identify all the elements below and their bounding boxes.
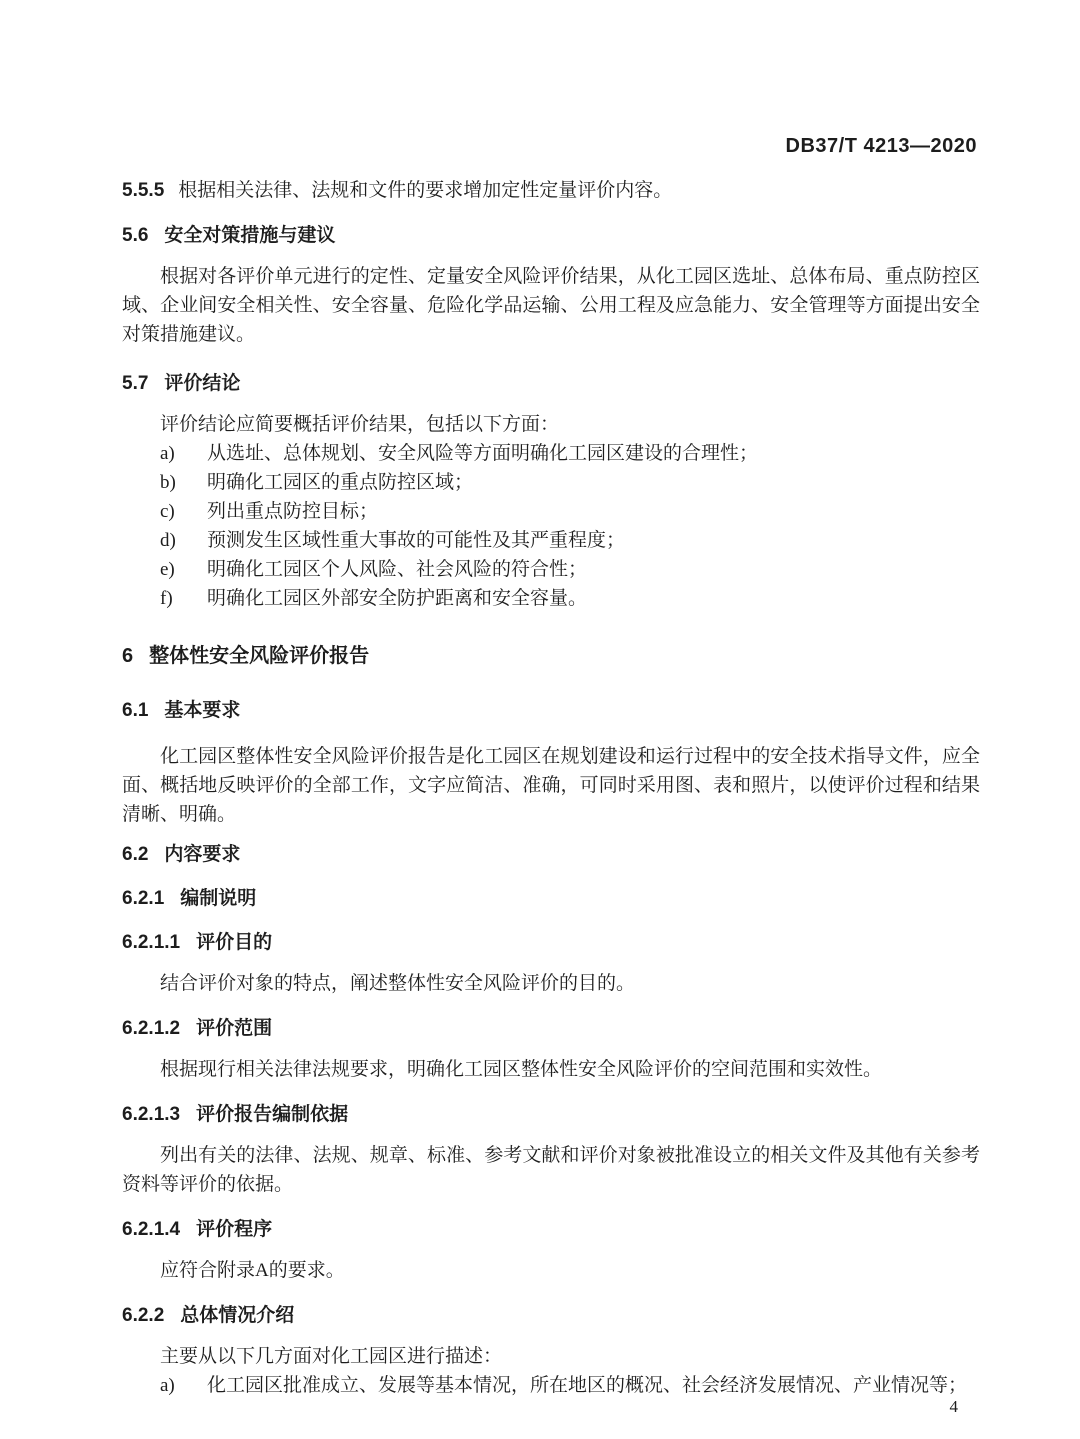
- list-item-label: c): [160, 501, 175, 522]
- heading-chapter-6-title: 整体性安全风险评价报告: [149, 645, 370, 667]
- list-6-2-2: [122, 1371, 980, 1400]
- heading-6-1: [122, 698, 980, 724]
- paragraph-6-1: 化工园区整体性安全风险评价报告是化工园区在规划建设和运行过程中的安全技术指导文件，应全面、概括地反映评价的全部工作，文字应简洁、准确，可同时采用图、表和照片，以使评价过程和结果清晰、明确。: [122, 746, 980, 825]
- list-item-text: 明确化工园区外部安全防护距离和安全容量。: [207, 588, 588, 609]
- heading-5-6: [122, 223, 980, 249]
- list-item-text: 从选址、总体规划、安全风险等方面明确化工园区建设的合理性；: [207, 443, 759, 464]
- heading-6-2-number: 6.2: [122, 844, 149, 865]
- heading-6-2-1-1: [122, 930, 980, 956]
- list-item-label: a): [160, 443, 175, 464]
- list-item-text: 化工园区批准成立、发展等基本情况，所在地区的概况、社会经济发展情况、产业情况等；: [207, 1375, 968, 1396]
- heading-6-2-1-number: 6.2.1: [122, 888, 165, 909]
- paragraph-6-2-1-1: 结合评价对象的特点，阐述整体性安全风险评价的目的。: [160, 973, 636, 994]
- heading-6-2-1-4-title: 评价程序: [196, 1219, 273, 1240]
- heading-6-2-1-3-title: 评价报告编制依据: [196, 1104, 349, 1125]
- heading-6-2-2-number: 6.2.2: [122, 1305, 165, 1326]
- paragraph-5-6: 根据对各评价单元进行的定性、定量安全风险评价结果，从化工园区选址、总体布局、重点防控区域、企业间安全相关性、安全容量、危险化学品运输、公用工程及应急能力、安全管理等方面提出安全对策措施建议。: [122, 266, 980, 345]
- heading-6-1-number: 6.1: [122, 700, 149, 721]
- heading-6-2-1-title: 编制说明: [180, 888, 257, 909]
- heading-6-2-1-2-number: 6.2.1.2: [122, 1018, 181, 1039]
- list-item-label: d): [160, 530, 176, 551]
- heading-chapter-6-number: 6: [122, 645, 134, 667]
- heading-5-6-title: 安全对策措施与建议: [164, 225, 336, 246]
- standard-code-header: DB37/T 4213—2020: [785, 135, 977, 157]
- heading-5-7-number: 5.7: [122, 373, 149, 394]
- list-item-label: f): [160, 588, 173, 609]
- paragraph-6-2-1-3: 列出有关的法律、法规、规章、标准、参考文献和评价对象被批准设立的相关文件及其他有关参考资料等评价的依据。: [122, 1145, 980, 1195]
- list-item-text: 明确化工园区个人风险、社会风险的符合性；: [207, 559, 588, 580]
- list-item: [160, 555, 980, 584]
- heading-6-2-1: [122, 886, 980, 912]
- heading-5-7: [122, 371, 980, 397]
- list-item-text: 列出重点防控目标；: [207, 501, 379, 522]
- paragraph-6-2-1-4: 应符合附录A的要求。: [160, 1260, 345, 1281]
- heading-6-2-2-title: 总体情况介绍: [180, 1305, 295, 1326]
- list-item: [160, 497, 980, 526]
- paragraph-6-2-2-intro: 主要从以下几方面对化工园区进行描述：: [160, 1346, 503, 1367]
- heading-5-7-title: 评价结论: [164, 373, 241, 394]
- heading-6-2-1-2: [122, 1016, 980, 1042]
- list-item-text: 明确化工园区的重点防控区域；: [207, 472, 474, 493]
- list-item: [160, 526, 980, 555]
- heading-6-2-1-3: [122, 1102, 980, 1128]
- heading-6-2-1-3-number: 6.2.1.3: [122, 1104, 181, 1125]
- paragraph-5-7-intro: 评价结论应简要概括评价结果，包括以下方面：: [160, 414, 560, 435]
- heading-6-2-1-4: [122, 1217, 980, 1243]
- clause-5-5-5: [122, 176, 980, 205]
- list-item-text: 预测发生区域性重大事故的可能性及其严重程度；: [207, 530, 626, 551]
- heading-6-2-1-1-title: 评价目的: [196, 932, 273, 953]
- list-5-7: [122, 439, 980, 613]
- heading-5-6-number: 5.6: [122, 225, 149, 246]
- heading-6-2-1-4-number: 6.2.1.4: [122, 1219, 181, 1240]
- page-number: 4: [949, 1397, 958, 1416]
- list-item-label: a): [160, 1375, 175, 1396]
- list-item: [160, 584, 980, 613]
- heading-6-2-1-1-number: 6.2.1.1: [122, 932, 181, 953]
- list-item-label: b): [160, 472, 176, 493]
- clause-5-5-5-number: 5.5.5: [122, 180, 165, 201]
- heading-6-2-title: 内容要求: [164, 844, 241, 865]
- paragraph-6-2-1-2: 根据现行相关法律法规要求，明确化工园区整体性安全风险评价的空间范围和实效性。: [160, 1059, 883, 1080]
- heading-6-2: [122, 842, 980, 868]
- heading-6-2-2: [122, 1303, 980, 1329]
- list-item: [160, 468, 980, 497]
- list-item: [160, 439, 980, 468]
- list-item-label: e): [160, 559, 175, 580]
- heading-6-2-1-2-title: 评价范围: [196, 1018, 273, 1039]
- list-item: [160, 1371, 980, 1400]
- clause-5-5-5-text: 根据相关法律、法规和文件的要求增加定性定量评价内容。: [178, 180, 673, 201]
- heading-chapter-6: [122, 642, 980, 670]
- heading-6-1-title: 基本要求: [164, 700, 241, 721]
